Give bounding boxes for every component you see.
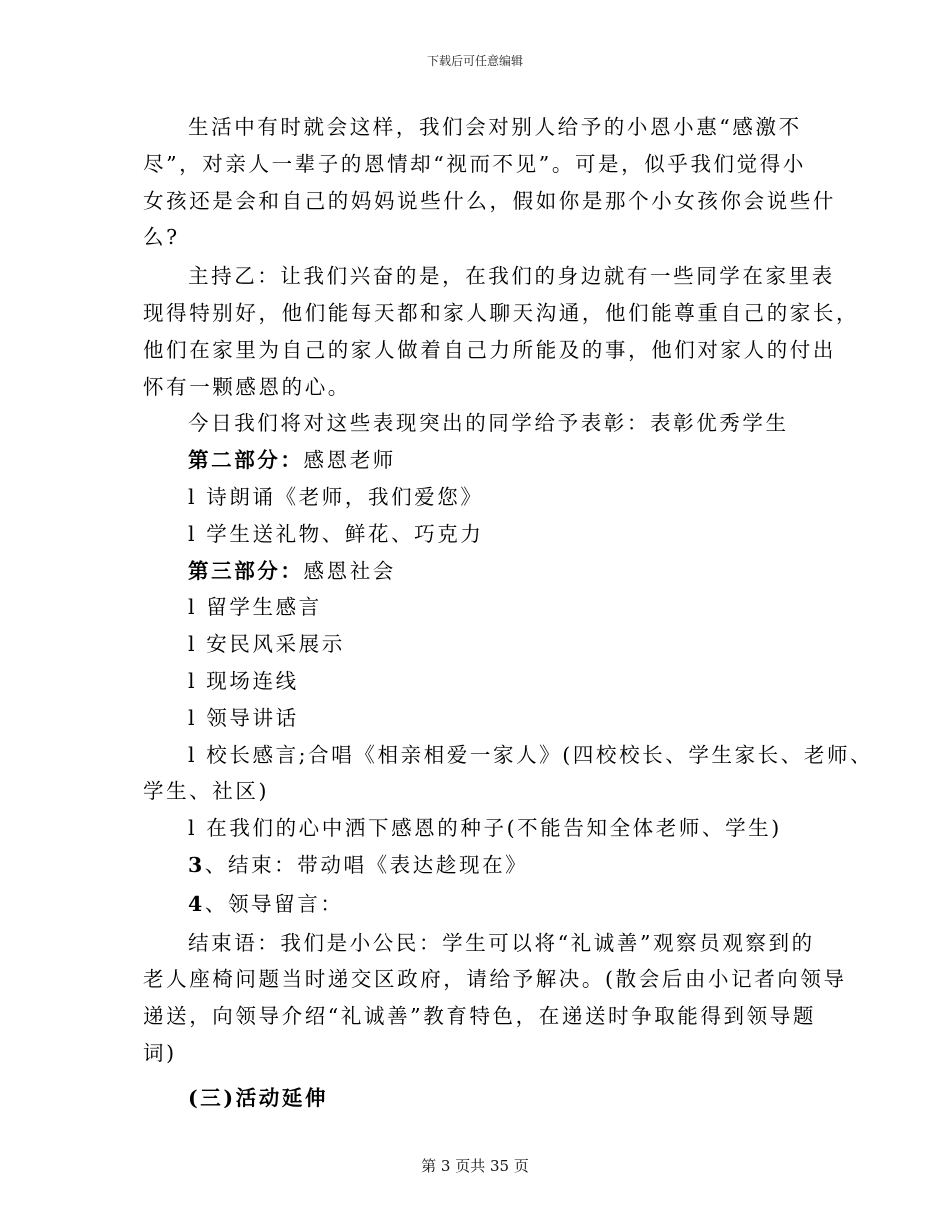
paragraph-1 <box>143 109 836 256</box>
document-body <box>143 109 874 1117</box>
text-line: 尽”，对亲人一辈子的恩情却“视而不见”。可是，似乎我们觉得小 <box>143 151 806 176</box>
text-line: 怀有一颗感恩的心。 <box>143 374 351 399</box>
list-item: l 诗朗诵《老师，我们爱您》 <box>188 484 484 509</box>
section-2-heading <box>143 442 833 479</box>
text-line: 老人座椅问题当时递交区政府，请给予解决。(散会后由小记者向领导 <box>143 967 847 992</box>
page-header: 下载后可任意编辑 <box>426 54 523 68</box>
subheading-activity-extension: (三)活动延伸 <box>188 1085 329 1110</box>
list-item: l 领导讲话 <box>188 705 299 730</box>
list-item-continuation: 学生、社区) <box>143 779 270 804</box>
step-text: 、结束：带动唱《表达趁现在》 <box>204 852 529 877</box>
step-4 <box>143 886 833 923</box>
step-3 <box>143 847 833 884</box>
text-line: 生活中有时就会这样，我们会对别人给予的小恩小惠“感激不 <box>188 115 802 139</box>
list-item: l 现场连线 <box>188 668 299 693</box>
text-line: 主持乙：让我们兴奋的是，在我们的身边就有一些同学在家里表 <box>188 264 835 289</box>
closing-paragraph <box>143 925 847 1072</box>
paragraph-2 <box>143 258 860 405</box>
list-item: l 在我们的心中洒下感恩的种子(不能告知全体老师、学生) <box>188 816 782 841</box>
text-line: 么? <box>143 225 180 250</box>
text-line: 女孩还是会和自己的妈妈说些什么，假如你是那个小女孩你会说些什 <box>143 188 836 213</box>
step-number: 4 <box>188 891 205 916</box>
list-item: l 留学生感言 <box>188 595 322 620</box>
text-line: 他们在家里为自己的家人做着自己力所能及的事，他们对家人的付出 <box>143 337 836 362</box>
section-2-label: 第二部分： <box>188 448 304 473</box>
list-item: l 校长感言;合唱《相亲相爱一家人》(四校校长、学生家长、老师、 <box>188 742 874 767</box>
text-line: 现得特别好，他们能每天都和家人聊天沟通，他们能尊重自己的家长， <box>143 300 860 325</box>
step-text: 、领导留言： <box>204 891 344 916</box>
text-line: 结束语：我们是小公民：学生可以将“礼诚善”观察员观察到的 <box>188 930 815 955</box>
list-item: l 学生送礼物、鲜花、巧克力 <box>188 521 484 546</box>
text-line: 递送，向领导介绍“礼诚善”教育特色，在递送时争取能得到领导题 <box>143 1004 816 1029</box>
step-number: 3 <box>188 852 205 877</box>
section-3-label: 第三部分： <box>188 558 304 583</box>
section-2-title: 感恩老师 <box>303 448 396 473</box>
list-item: l 安民风采展示 <box>188 632 345 657</box>
paragraph-3: 今日我们将对这些表现突出的同学给予表彰：表彰优秀学生 <box>188 411 789 436</box>
section-3-title: 感恩社会 <box>303 558 396 583</box>
text-line: 词) <box>143 1040 177 1065</box>
page-footer: 第 3 页共 35 页 <box>421 1157 529 1175</box>
section-3-heading <box>143 553 833 590</box>
